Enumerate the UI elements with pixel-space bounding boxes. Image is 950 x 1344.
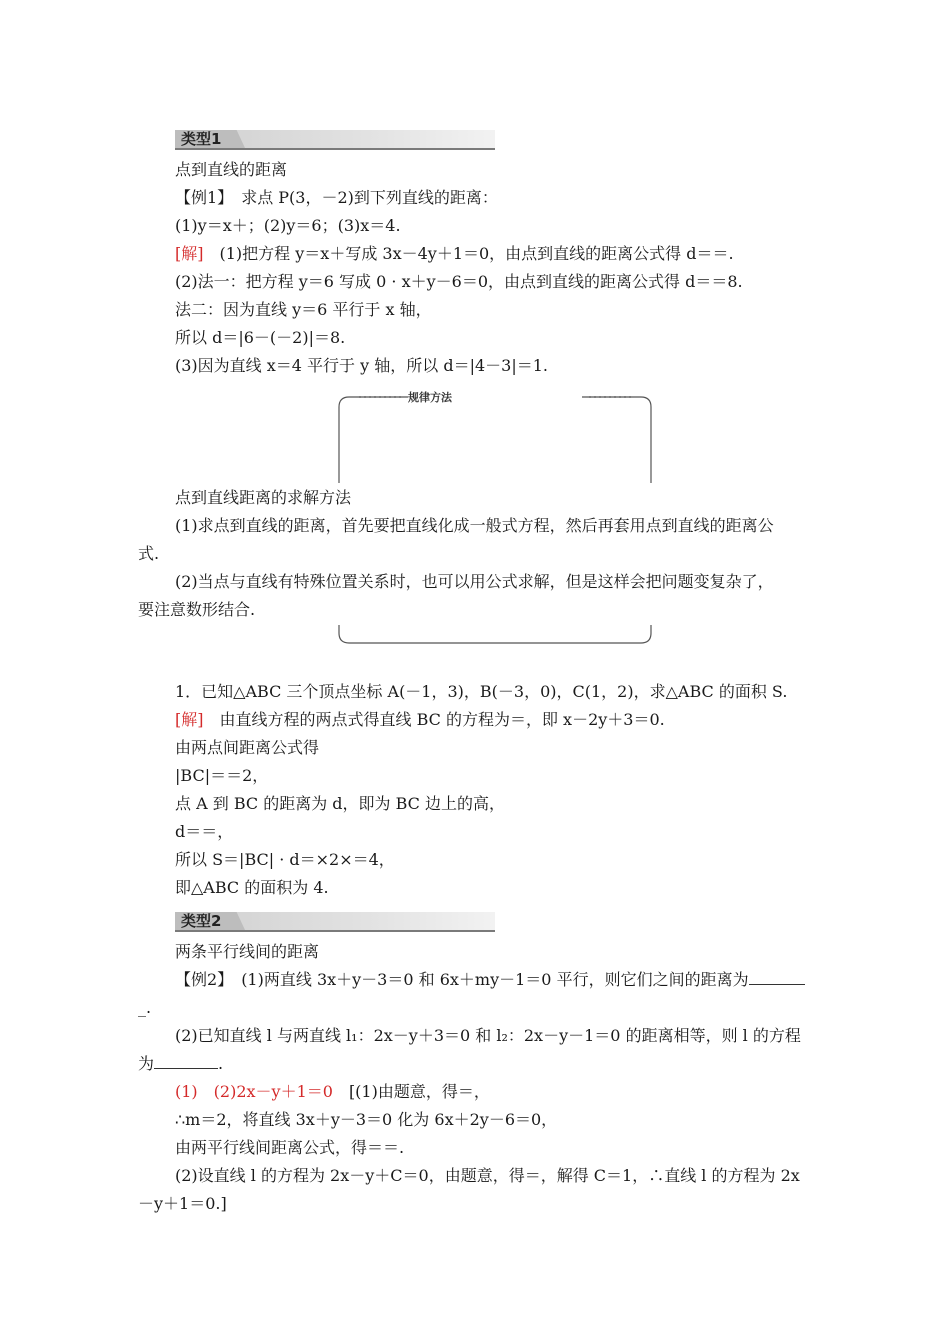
question-text: 为	[138, 1054, 155, 1073]
exercise-1-question: 1．已知△ABC 三个顶点坐标 A(－1，3)，B(－3，0)，C(1，2)，求△ABC 的面积 S.	[175, 682, 788, 701]
method-header: 规律方法	[408, 391, 452, 404]
exercise-1-solution-line-1	[175, 710, 665, 730]
section-tag-label: 类型1	[181, 130, 222, 148]
section-tag-2	[175, 912, 495, 936]
exercise-1-solution-line-5: d＝＝，	[175, 822, 234, 841]
example-parts: (1)y＝x＋；(2)y＝6；(3)x＝4.	[175, 216, 401, 235]
example-text: 求点 P(3，－2)到下列直线的距离：	[225, 188, 498, 207]
solution-line-3: 法二：因为直线 y＝6 平行于 x 轴，	[175, 300, 432, 319]
example-text: (1)两直线 3x＋y－3＝0 和 6x＋my－1＝0 平行，则它们之间的距离为	[225, 970, 749, 989]
method-box-frame-top	[338, 393, 652, 483]
answer-values: (1) (2)2x－y＋1＝0	[175, 1082, 333, 1101]
example-2-question-2a: (2)已知直线 l 与两直线 l₁：2x－y＋3＝0 和 l₂：2x－y－1＝0 的距离相等，则 l 的方程	[175, 1026, 801, 1045]
example-2-answer-line-4: (2)设直线 l 的方程为 2x－y＋C＝0，由题意，得＝，解得 C＝1，∴直线 l 的方程为 2x	[175, 1166, 800, 1185]
example-2-answer-line-2: ∴m＝2，将直线 3x＋y－3＝0 化为 6x＋2y－6＝0，	[175, 1110, 558, 1129]
example-2-answer-line-5: －y＋1＝0.]	[138, 1194, 227, 1213]
method-box-frame-bottom	[338, 625, 652, 645]
section-tag-1	[175, 130, 495, 154]
example-label: 【例1】	[175, 188, 226, 207]
section-title: 两条平行线间的距离	[175, 942, 320, 961]
solution-line-4: 所以 d＝|6－(－2)|＝8.	[175, 328, 346, 347]
solution-text: 由直线方程的两点式得直线 BC 的方程为＝，即 x－2y＋3＝0.	[203, 710, 665, 729]
exercise-1-solution-line-2: 由两点间距离公式得	[175, 738, 320, 757]
exercise-1-solution-line-3: |BC|＝＝2，	[175, 766, 269, 785]
method-paragraph-1b: 式.	[138, 544, 160, 563]
answer-text: [(1)由题意，得＝，	[332, 1082, 490, 1101]
example-2-answer	[175, 1082, 490, 1102]
method-paragraph-1a: (1)求点到直线的距离，首先要把直线化成一般式方程，然后再套用点到直线的距离公	[175, 516, 774, 535]
example-label: 【例2】	[175, 970, 226, 989]
method-paragraph-2a: (2)当点与直线有特殊位置关系时，也可以用公式求解，但是这样会把问题变复杂了，	[175, 572, 774, 591]
answer-blank	[749, 970, 805, 985]
solution-line-2: (2)法一：把方程 y＝6 写成 0 · x＋y－6＝0，由点到直线的距离公式得 d＝＝8.	[175, 272, 743, 291]
solution-label: [解]	[175, 244, 204, 263]
section-title: 点到直线的距离	[175, 160, 288, 179]
exercise-1-solution-line-4: 点 A 到 BC 的距离为 d，即为 BC 边上的高，	[175, 794, 505, 813]
solution-line-1	[175, 244, 734, 264]
method-title: 点到直线距离的求解方法	[175, 488, 352, 507]
solution-line-5: (3)因为直线 x＝4 平行于 y 轴，所以 d＝|4－3|＝1.	[175, 356, 548, 375]
answer-blank	[154, 1054, 218, 1069]
example-2-question-2b	[138, 1054, 223, 1074]
solution-text: (1)把方程 y＝x＋写成 3x－4y＋1＝0，由点到直线的距离公式得 d＝＝.	[203, 244, 734, 263]
exercise-1-solution-line-6: 所以 S＝|BC| · d＝×2×＝4，	[175, 850, 395, 869]
section-tag-label: 类型2	[181, 912, 222, 930]
method-paragraph-2b: 要注意数形结合.	[138, 600, 256, 619]
exercise-1-solution-line-7: 即△ABC 的面积为 4.	[175, 878, 329, 897]
example-2-answer-line-3: 由两平行线间距离公式，得＝＝.	[175, 1138, 405, 1157]
solution-label: [解]	[175, 710, 204, 729]
example-2-question-1-end: _.	[138, 998, 152, 1017]
example-2-question-1	[175, 970, 805, 990]
example-line	[175, 188, 498, 208]
question-text-end: .	[218, 1054, 224, 1073]
